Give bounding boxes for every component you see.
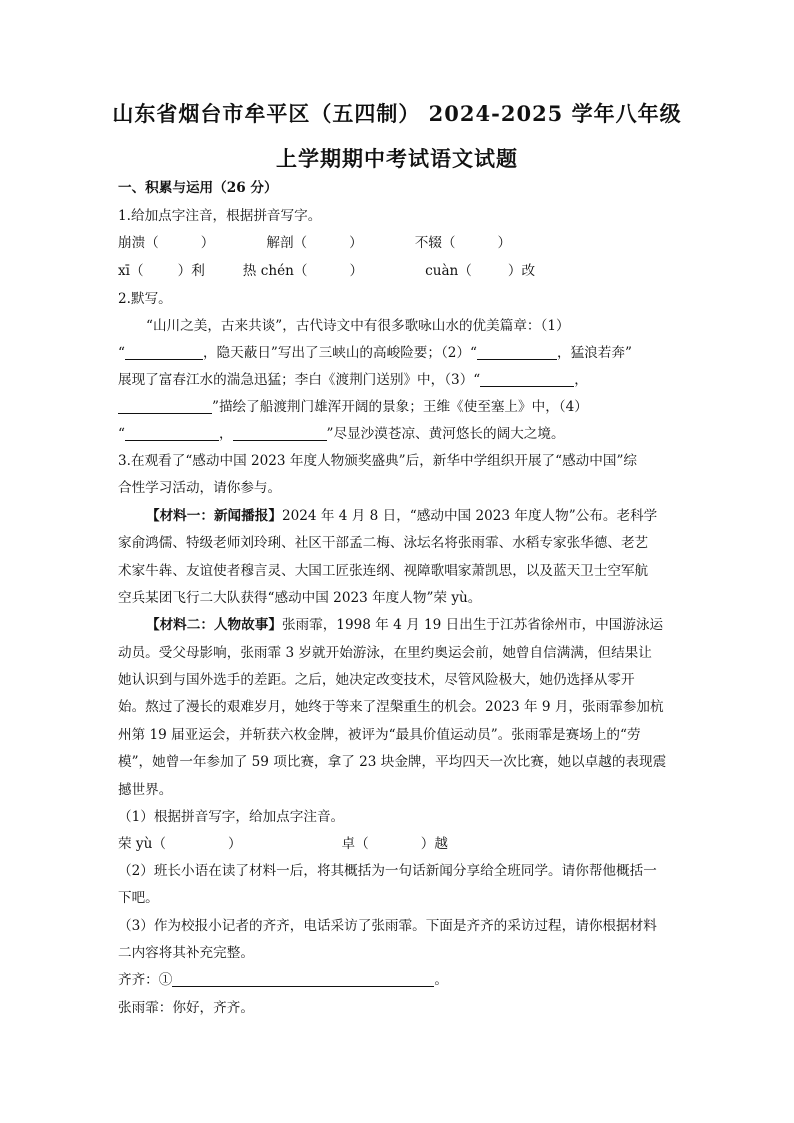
q2-quote-open: “ — [118, 345, 125, 361]
q1-item-3-open: 不辍（ — [414, 235, 456, 251]
q2-line-2-end: ，猛浪若奔” — [556, 345, 632, 361]
q1-item-6-close: ）改 — [507, 263, 536, 279]
sub1-item-2-close: ）越 — [420, 836, 448, 852]
material-1-text-1: 2024 年 4 月 8 日，“感动中国 2023 年度人物”公布。老科学 — [281, 508, 658, 524]
q2-line-5 — [118, 424, 565, 444]
q2-blank-2[interactable] — [477, 345, 557, 360]
exam-title-line-1: 山东省烟台市牟平区（五四制） 2024-2025 学年八年级 — [112, 101, 682, 126]
qiqi-end: 。 — [434, 972, 448, 988]
material-1-line-1 — [146, 506, 657, 526]
q1-prompt: 1.给加点字注音，根据拼音写字。 — [118, 208, 322, 224]
q2-blank-5[interactable] — [125, 426, 219, 441]
q3-sub-2-line-1: （2）班长小语在读了材料一后，将其概括为一句话新闻分享给全班同学。请你帮他概括一 — [118, 863, 657, 879]
q2-line-4 — [118, 397, 588, 417]
zhang-yufei-line: 张雨霏：你好，齐齐。 — [118, 1000, 254, 1016]
q2-prompt: 2.默写。 — [118, 291, 172, 307]
material-2-line-2: 动员。受父母影响，张雨霏 3 岁就开始游泳，在里约奥运会前，她曾自信满满，但结果让 — [118, 645, 652, 661]
material-2-line-1 — [146, 615, 663, 635]
q1-row-2 — [118, 261, 535, 281]
q2-line-2-mid: ，隐天蔽日”写出了三峡山的高峻险要；（2）“ — [202, 345, 477, 361]
q2-comma: ， — [218, 426, 233, 442]
section-heading: 一、积累与运用（26 分） — [118, 180, 278, 196]
q1-item-4-close: ）利 — [177, 263, 205, 279]
q1-item-5-open: 热 chén（ — [242, 263, 308, 279]
sub1-item-1-open: 荣 yù（ — [118, 836, 166, 852]
q3-sub-1: （1）根据拼音写字，给加点字注音。 — [118, 809, 345, 825]
q1-row-1 — [118, 233, 511, 253]
q2-blank-6[interactable] — [233, 426, 327, 441]
exam-title-line-2: 上学期期中考试语文试题 — [276, 146, 518, 171]
material-1-line-2: 家俞鸿儒、特级老师刘玲琍、社区干部孟二梅、泳坛名将张雨霏、水稻专家张华德、老艺 — [118, 535, 649, 551]
q3-line-2: 合性学习活动，请你参与。 — [118, 480, 282, 496]
q1-item-1-close: ） — [200, 235, 215, 251]
q1-item-1-open: 崩溃（ — [118, 235, 159, 251]
q1-item-6-open: cuàn（ — [425, 263, 472, 279]
q3-sub-1-row — [118, 834, 448, 854]
q3-sub-2-line-2: 下吧。 — [118, 890, 159, 906]
material-2-line-6: 模”，她曾一年参加了 59 项比赛，拿了 23 块金牌，平均四天一次比赛，她以卓越的表现震 — [118, 754, 667, 770]
q1-item-4-open: xī（ — [118, 263, 144, 279]
q1-item-3-close: ） — [497, 235, 512, 251]
qiqi-label: 齐齐：① — [118, 972, 173, 988]
q2-blank-3[interactable] — [480, 372, 574, 387]
q2-line-2 — [118, 343, 632, 363]
material-1-label: 【材料一：新闻播报】 — [146, 508, 282, 524]
material-2-line-7: 撼世界。 — [118, 782, 173, 798]
q2-quote-open-2: “ — [118, 426, 125, 442]
q1-item-2-open: 解剖（ — [266, 235, 308, 251]
qiqi-blank[interactable] — [172, 972, 434, 987]
q1-item-5-close: ） — [349, 263, 364, 279]
q2-blank-4[interactable] — [118, 399, 212, 414]
material-2-line-4: 始。熬过了漫长的艰难岁月，她终于等来了涅槃重生的机会。2023 年 9 月，张雨霏参加杭 — [118, 699, 664, 715]
q2-blank-1[interactable] — [125, 345, 203, 360]
material-2-label: 【材料二：人物故事】 — [146, 617, 282, 633]
sub1-item-2-open: 卓（ — [341, 836, 369, 852]
q3-sub-3-line-2: 二内容将其补充完整。 — [118, 945, 254, 961]
q2-line-4-text: ”描绘了船渡荆门雄浑开阔的景象；王维《使至塞上》中，（4） — [212, 399, 588, 415]
material-2-line-3: 她认识到与国外选手的差距。之后，她决定改变技术，尽管风险极大，她仍选择从零开 — [118, 672, 635, 688]
q3-sub-3-line-1: （3）作为校报小记者的齐齐，电话采访了张雨霏。下面是齐齐的采访过程，请你根据材料 — [118, 918, 657, 934]
material-1-line-3: 术家牛犇、友谊使者穆言灵、大国工匠张连纲、视障歌唱家萧凯思，以及蓝天卫士空军航 — [118, 563, 649, 579]
q2-line-5-end: ”尽显沙漠苍凉、黄河悠长的阔大之境。 — [326, 426, 565, 442]
sub1-item-1-close: ） — [227, 836, 242, 852]
material-2-line-5: 州第 19 届亚运会，并斩获六枚金牌，被评为“最具价值运动员”。张雨霏是赛场上的“劳 — [118, 727, 641, 743]
q1-item-2-close: ） — [349, 235, 363, 251]
qiqi-line — [118, 970, 448, 990]
q2-line-3 — [118, 370, 588, 390]
material-1-line-4: 空兵某团飞行二大队获得“感动中国 2023 年度人物”荣 yù。 — [118, 590, 482, 606]
q2-line-3-text: 展现了富春江水的湍急迅猛；李白《渡荆门送别》中，（3）“ — [118, 372, 481, 388]
q2-line-3-end: ， — [574, 372, 588, 388]
q3-line-1: 3.在观看了“感动中国 2023 年度人物颁奖盛典”后，新华中学组织开展了“感动中国”综 — [118, 453, 638, 469]
q2-line-1: “山川之美，古来共谈”，古代诗文中有很多歌咏山水的优美篇章：（1） — [146, 318, 570, 334]
material-2-text-1: 张雨霏，1998 年 4 月 19 日出生于江苏省徐州市，中国游泳运 — [281, 617, 664, 633]
